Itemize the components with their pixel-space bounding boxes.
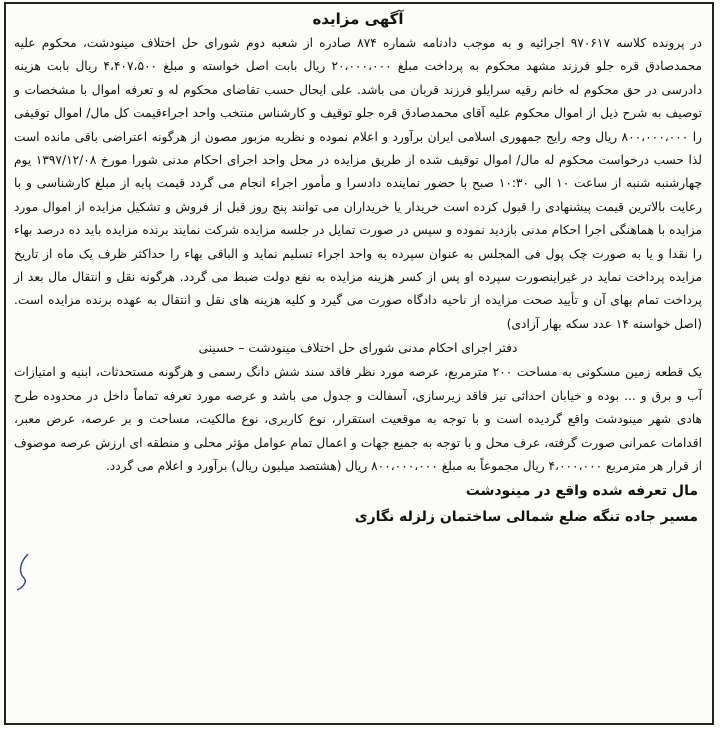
notice-signature: دفتر اجرای احکام مدنی شورای حل اختلاف مینودشت – حسینی: [198, 341, 518, 356]
notice-frame: [4, 2, 714, 725]
property-description: یک قطعه زمین مسکونی به مساحت ۲۰۰ مترمربع، عرصه مورد نظر فاقد سند شش دانگ رسمی و هرگونه مستحدثات، ابنیه و امتیازات آب و برق و ... بوده و خیابان احداثی نیز فاقد زیرسازی، آسفالت و جدول می باشد و عرصه مورد تعرفه تماماً داخل در محدوده طرح هادی شهر مینودشت واقع گردیده است و با توجه به موقعیت استقرار، نوع کاربری، نوع مالکیت، مساحت و بر عرصه، عرض معبر، اقدامات عمرانی صورت گرفته، عرف محل و با توجه به جمیع جهات و اعمال تمام عوامل مؤثر محلی و منطقه ای ارزش عرصه موصوف از قرار هر مترمربع ۴،۰۰۰،۰۰۰ ریال مجموعاً به مبلغ ۸۰۰،۰۰۰،۰۰۰ ریال (هشتصد میلیون ریال) برآورد و اعلام می گردد.: [14, 365, 702, 473]
notice-title: آگهی مزایده: [312, 10, 404, 28]
property-location-line1: مال تعرفه شده واقع در مینودشت: [465, 483, 698, 500]
margin-pen-mark-icon: [14, 552, 32, 592]
property-location-line2: مسیر جاده تنگه ضلع شمالی ساختمان زلزله نگاری: [354, 509, 698, 526]
auction-notice: [6, 4, 712, 530]
notice-body: در پرونده کلاسه ۹۷۰۶۱۷ اجرائیه و به موجب دادنامه شماره ۸۷۴ صادره از شعبه دوم شورای حل اختلاف مینودشت، محکوم علیه محمدصادق قره جلو فرزند مشهد محکوم به پرداخت مبلغ ۲۰،۰۰۰،۰۰۰ ریال بابت اصل خواسته و مبلغ ۴،۴۰۷،۵۰۰ ریال بابت هزینه دادرسی در حق محکوم له خانم رقیه سرایلو فرزند قربان می باشد. علی ایحال حسب تقاضای محکوم له و تعرفه اموال با مشخصات و توصیف به شرح ذیل از اموال محکوم علیه آقای محمدصادق قره جلو توقیف و کارشناس منتخب واحد اجراءقیمت کل مال/ اموال توقیفی را ۸۰۰،۰۰۰،۰۰۰ ریال وجه رایج جمهوری اسلامی ایران برآورد و اعلام نموده و نظریه مزبور مصون از هرگونه اعتراضی باقی مانده است لذا حسب درخواست محکوم له مال/ اموال توقیف شده از طریق مزایده در محل واحد اجرای احکام مدنی شورا مورخ ۱۳۹۷/۱۲/۰۸ یوم چهارشنبه شنبه از ساعت ۱۰ الی ۱۰:۳۰ صبح با حضور نماینده دادسرا و مأمور اجراء انجام می گردد قیمت پایه از مبلغ کارشناسی و با رعایت بالاترین قیمت پیشنهادی را قبول کرده است خریدار یا خریداران می توانند پنج روز قبل از فروش و تشکیل مزایده از اموال مورد مزایده با هماهنگی اجرا احکام مدنی بازدید نموده و سپس در صورت تمایل در جلسه مزایده شرکت نمایند برنده مزایده باید ده درصد بهاء را نقدا و یا به صورت چک پول فی المجلس به عنوان سپرده به واحد اجراء تسلیم نماید و الباقی بهاء را حداکثر ظرف یک ماه از تاریخ مزایده پرداخت نماید در غیراینصورت سپرده او پس از کسر هزینه مزایده به نفع دولت ضبط می گردد. هرگونه نقل و انتقال مال بعد از پرداخت تمام بهای آن و تأیید صحت مزایده از ناحیه دادگاه صورت می گیرد و کلیه هزینه های نقل و انتقال به عهده برنده مزایده است.(اصل خواسته ۱۴ عدد سکه بهار آزادی): [14, 36, 703, 331]
